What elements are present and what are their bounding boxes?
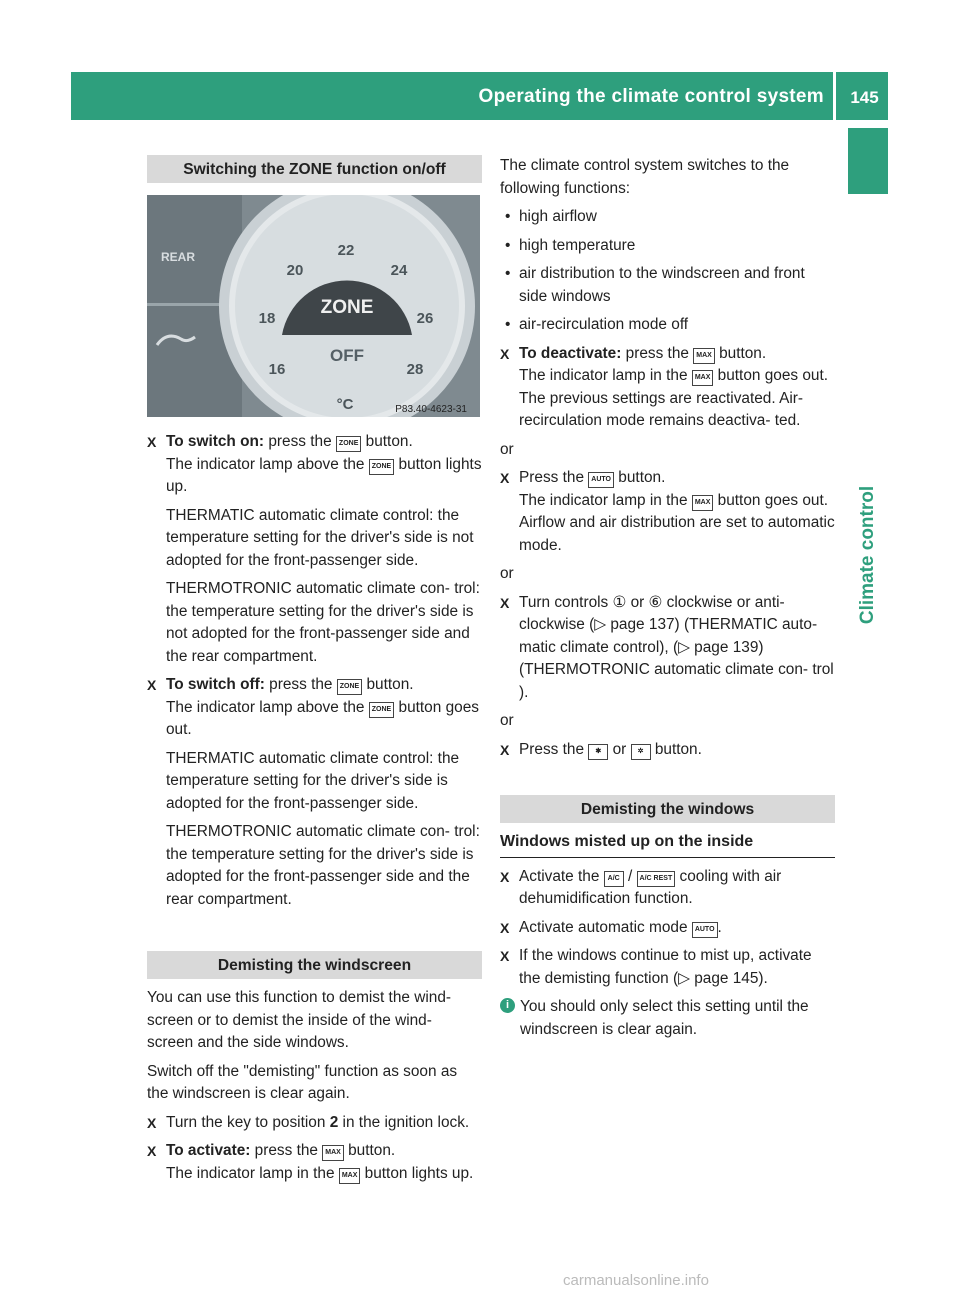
step-turn-controls: X Turn controls ① or ⑥ clockwise or anti- clockwise (▷ page 137) (THERMATIC auto- matic climate control), (▷ page 139) (THERMOTRONIC automatic climate con- trol ). xyxy=(500,593,834,701)
off-dial-label: OFF xyxy=(330,346,364,365)
step-turn-key: X Turn the key to position 2 in the ignition lock. xyxy=(147,1112,482,1135)
page-header-title: Operating the climate control system xyxy=(478,86,824,107)
step-arrow-icon: X xyxy=(147,1114,157,1131)
functions-intro: The climate control system switches to the following functions: xyxy=(500,157,790,197)
temp-label-26: 26 xyxy=(416,310,434,327)
subheading-misted-inside: Windows misted up on the inside xyxy=(500,831,835,858)
section-heading-windscreen: Demisting the windscreen xyxy=(147,951,482,979)
zone-button-icon: ZONE xyxy=(337,679,362,695)
step-arrow-icon: X xyxy=(500,594,510,611)
step-activate-auto-mode: X Activate automatic mode AUTO . xyxy=(500,917,835,940)
windscreen-intro: You can use this function to demist the wind- screen or to demist the inside of the wind- screen and the side windows. xyxy=(147,989,452,1051)
header-divider xyxy=(833,72,836,120)
step-label: To activate: xyxy=(166,1142,251,1159)
max-defrost-button-icon: MAX xyxy=(693,348,715,364)
right-column xyxy=(500,155,835,1047)
info-icon: i xyxy=(500,998,515,1013)
chapter-tab-marker xyxy=(848,128,888,194)
step-arrow-icon: X xyxy=(500,868,510,885)
step-arrow-icon: X xyxy=(500,741,510,758)
step-arrow-icon: X xyxy=(147,1143,157,1159)
fan-decrease-button-icon: ✲ xyxy=(631,744,651,760)
zone-dial-label: ZONE xyxy=(320,297,374,318)
left-column xyxy=(147,155,482,1191)
thermotronic-note-1: THERMOTRONIC automatic climate con- trol: the temperature setting for the driver's side is not adopted for the front-passenger side and the rear compartment. xyxy=(166,580,480,665)
step-press-fan: X Press the ✱ or ✲ button. xyxy=(500,739,835,762)
windscreen-switch-off-note: Switch off the "demisting" function as soon as the windscreen is clear again. xyxy=(147,1062,458,1102)
thermatic-note-1: THERMATIC automatic climate control: the temperature setting for the driver's side is not adopted for the front-passenger side. xyxy=(166,506,474,569)
temp-label-18: 18 xyxy=(258,310,276,327)
step-label: To switch off: xyxy=(166,676,265,693)
max-defrost-button-icon: MAX xyxy=(322,1145,344,1161)
temp-label-20: 20 xyxy=(286,262,304,279)
zone-button-icon: ZONE xyxy=(369,702,394,718)
step-deactivate: X To deactivate: press the MAX button. The indicator lamp in the MAX button goes out. The previous settings are reactivated. Air-recirculation mode remains deactiva- ted. xyxy=(500,344,829,429)
step-arrow-icon: X xyxy=(500,948,510,964)
or-separator: or xyxy=(500,440,514,458)
max-defrost-button-icon: MAX xyxy=(692,495,714,511)
temp-label-22: 22 xyxy=(337,242,355,259)
page-number: 145 xyxy=(850,88,879,107)
ac-rest-button-icon: A/C REST xyxy=(637,871,676,887)
temp-label-28: 28 xyxy=(406,361,424,378)
auto-button-icon: AUTO xyxy=(588,472,614,488)
max-defrost-button-icon: MAX xyxy=(692,370,714,386)
watermark: carmanualsonline.info xyxy=(563,1272,709,1289)
step-arrow-icon: X xyxy=(500,919,510,936)
step-still-misting: X If the windows continue to mist up, activate the demisting function (▷ page 145). xyxy=(500,947,812,987)
step-label: To switch on: xyxy=(166,433,265,450)
fan-increase-button-icon: ✱ xyxy=(588,744,608,760)
section-heading-zone: Switching the ZONE function on/off xyxy=(147,155,482,183)
step-switch-off: X To switch off: press the ZONE button. The indicator lamp above the ZONE button goes out. xyxy=(147,676,479,738)
chapter-side-label xyxy=(848,460,888,660)
zone-button-icon: ZONE xyxy=(369,459,394,475)
unit-celsius-label: °C xyxy=(336,396,354,413)
or-separator: or xyxy=(500,565,514,582)
auto-button-icon: AUTO xyxy=(692,922,718,938)
info-note: i You should only select this setting until the windscreen is clear again. xyxy=(500,996,835,1041)
header-bar xyxy=(71,72,888,120)
climate-zone-control-photo xyxy=(147,195,480,417)
ac-button-icon: A/C xyxy=(604,871,624,887)
chapter-label-text: Climate control xyxy=(857,485,878,625)
or-separator: or xyxy=(500,712,514,729)
step-activate: X To activate: press the MAX button. The indicator lamp in the MAX button lights up. xyxy=(147,1142,474,1182)
thermatic-note-2: THERMATIC automatic climate control: the temperature setting for the driver's side is adopted for the front-passenger side. xyxy=(166,749,460,812)
function-bullet: • air-recirculation mode off xyxy=(505,316,689,333)
function-bullet: • high temperature xyxy=(505,236,636,254)
rear-button-label: REAR xyxy=(161,250,196,264)
zone-button-icon: ZONE xyxy=(336,436,361,452)
function-bullet: • high airflow xyxy=(505,208,597,225)
step-arrow-icon: X xyxy=(147,677,157,693)
step-press-auto: X Press the AUTO button. The indicator lamp in the MAX button goes out. Airflow and air distribution are set to automatic mode. xyxy=(500,469,835,554)
max-defrost-button-icon: MAX xyxy=(339,1168,361,1184)
step-arrow-icon: X xyxy=(500,345,510,362)
step-activate-ac: X Activate the A/C / A/C REST cooling with air dehumidification function. xyxy=(500,867,782,907)
step-arrow-icon: X xyxy=(500,470,510,486)
temp-label-16: 16 xyxy=(268,361,286,378)
temp-label-24: 24 xyxy=(390,262,408,279)
step-label: To deactivate: xyxy=(519,344,622,362)
step-switch-on: X To switch on: press the ZONE button. The indicator lamp above the ZONE button lights up. xyxy=(147,433,482,495)
function-bullet: • air distribution to the windscreen and front side windows xyxy=(505,265,805,305)
thermotronic-note-2: THERMOTRONIC automatic climate con- trol: the temperature setting for the driver's side is adopted for the front-passenger side and the rear compartment. xyxy=(166,823,480,908)
step-arrow-icon: X xyxy=(147,434,157,450)
section-heading-windows: Demisting the windows xyxy=(500,795,835,823)
figure-code: P83.40-4623-31 xyxy=(395,404,467,415)
